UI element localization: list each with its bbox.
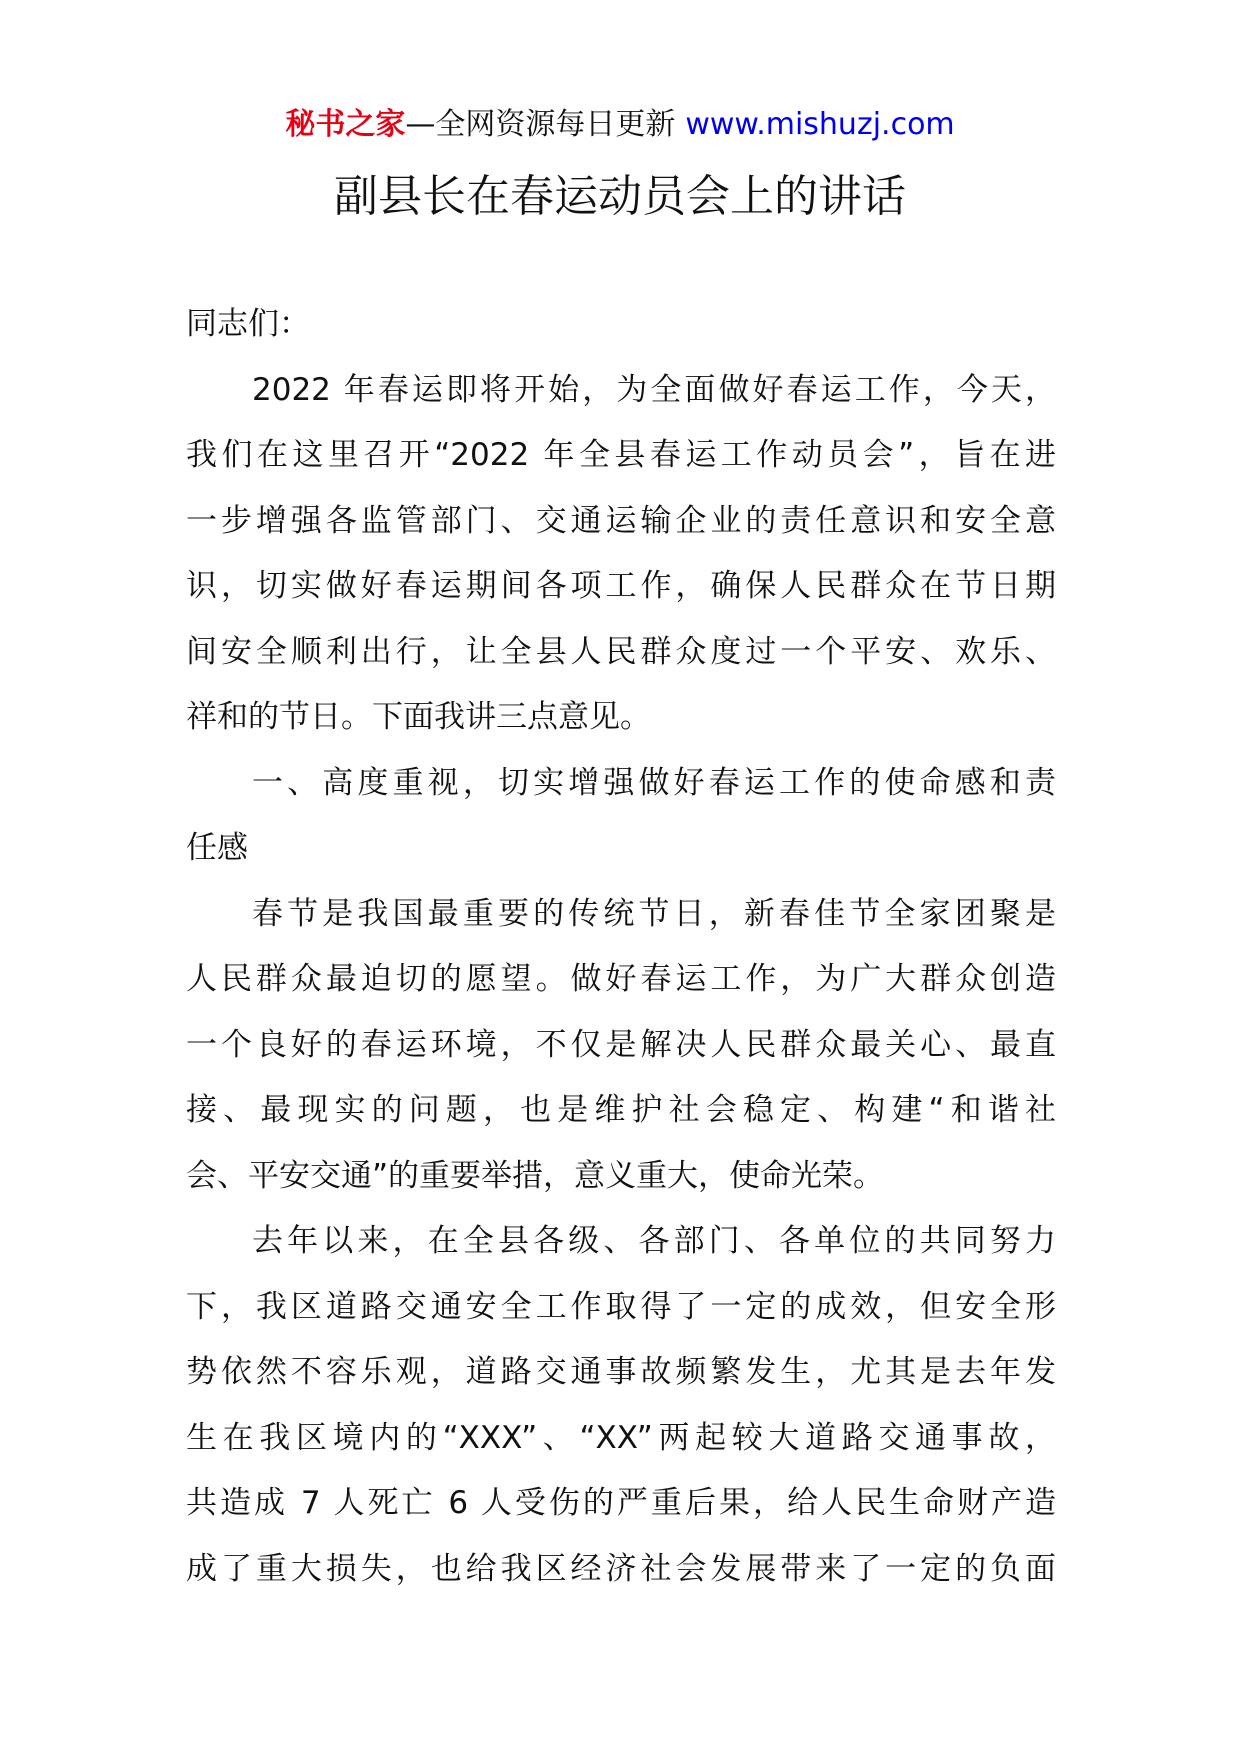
body-line: 生在我区境内的“XXX”、“XX”两起较大道路交通事故， xyxy=(186,1419,1056,1456)
body-line: 一个良好的春运环境，不仅是解决人民群众最关心、最直 xyxy=(186,1026,1056,1063)
body-line: 同志们： xyxy=(186,306,310,342)
body-line: 一步增强各监管部门、交通运输企业的责任意识和安全意 xyxy=(186,502,1056,539)
brand-name: 秘书之家 xyxy=(285,107,406,142)
section-heading-line: 一、高度重视，切实增强做好春运工作的使命感和责 xyxy=(252,764,1056,801)
body-line: 共造成 7 人死亡 6 人受伤的严重后果，给人民生命财产造 xyxy=(186,1485,1056,1521)
body-line: 间安全顺利出行，让全县人民群众度过一个平安、欢乐、 xyxy=(186,633,1056,670)
document-body xyxy=(186,292,1056,1602)
body-line: 会、平安交通”的重要举措，意义重大，使命光荣。 xyxy=(186,1157,885,1194)
body-line: 我们在这里召开“2022 年全县春运工作动员会”，旨在进 xyxy=(186,437,1056,473)
body-line: 势依然不容乐观，道路交通事故频繁发生，尤其是去年发 xyxy=(186,1354,1056,1390)
body-line: 接、最现实的问题，也是维护社会稳定、构建“和谐社 xyxy=(186,1092,1056,1128)
body-line: 去年以来，在全县各级、各部门、各单位的共同努力 xyxy=(252,1223,1056,1259)
header-slogan: —全网资源每日更新 xyxy=(405,107,676,142)
site-url-link[interactable]: www.mishuzj.com xyxy=(685,107,955,142)
body-line: 人民群众最迫切的愿望。做好春运工作，为广大群众创造 xyxy=(186,961,1056,997)
document-title: 副县长在春运动员会上的讲话 xyxy=(334,171,906,222)
body-line: 春节是我国最重要的传统节日，新春佳节全家团聚是 xyxy=(252,895,1056,932)
body-line: 祥和的节日。下面我讲三点意见。 xyxy=(186,699,651,735)
body-line: 识，切实做好春运期间各项工作，确保人民群众在节日期 xyxy=(186,568,1056,604)
section-heading-line: 任感 xyxy=(186,830,248,866)
site-header xyxy=(0,103,1240,147)
body-line: 下，我区道路交通安全工作取得了一定的成效，但安全形 xyxy=(186,1288,1056,1325)
body-line: 2022 年春运即将开始，为全面做好春运工作，今天， xyxy=(252,371,1056,408)
body-line: 成了重大损失，也给我区经济社会发展带来了一定的负面 xyxy=(186,1550,1056,1587)
